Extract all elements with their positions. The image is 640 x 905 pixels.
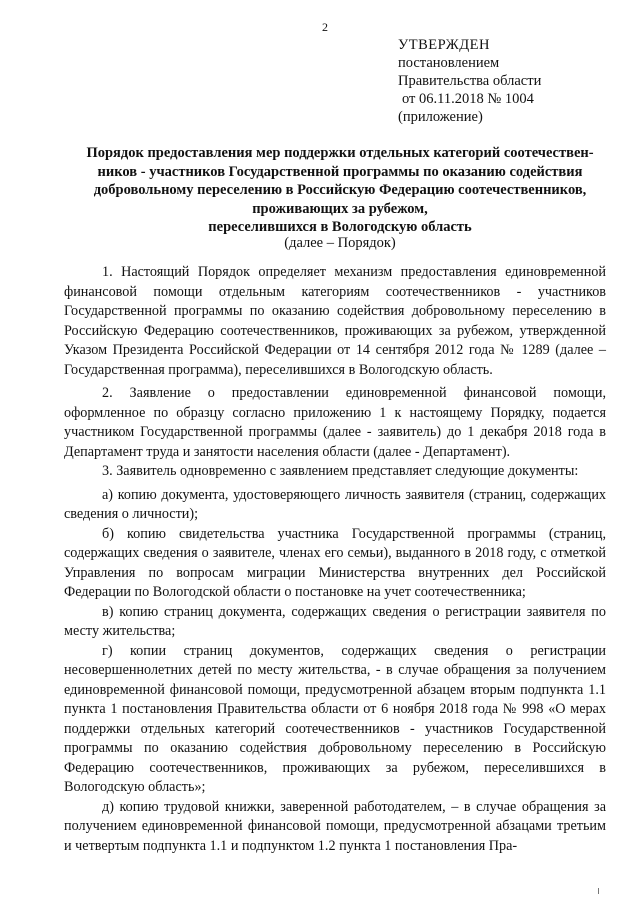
document-body [64,263,606,856]
paragraph: 3. Заявитель одновременно с заявлением представляет следующие документы: [102,463,579,479]
approval-line: Правительства области [398,73,542,89]
page-number: 2 [322,20,328,34]
paragraph: г) копии страниц документов, содержащих сведения о регистрации несовершеннолетних детей по месту жительства, - в случае обращения за получением единовременной финансовой помощи, предусмотренной абзацем вторым подпункта 1.1 пункта 1 постановления Правительства области от 6 ноября 2018 года № 998 «О мерах поддержки отдельных категорий соотечественников - участников Государственной программы по оказанию содействия добровольному переселению в Российскую Федерацию соотечественников, проживающих за рубежом, переселившихся в Вологодскую область»; [64,642,606,795]
title-line: проживающих за рубежом, [252,200,428,217]
approval-title: УТВЕРЖДЕН [398,37,490,53]
title-line: добровольному переселению в Российскую Федерацию соотечественников, [93,182,587,198]
paragraph: б) копию свидетельства участника Государственной программы (страниц, содержащих сведения о заявителе, членах его семьи), выданного в 2018 году, с отметкой Управления по вопросам миграции Министерства внутренних дел Российской Федерации по Вологодской области о постановке на учет соотечественника; [64,525,606,600]
paragraph: в) копию страниц документа, содержащих сведения о регистрации заявителя по месту жительства; [64,603,606,639]
approval-line: (приложение) [398,109,483,125]
document-subtitle: (далее – Порядок) [284,235,396,251]
paragraph: 2. Заявление о предоставлении единовременной финансовой помощи, оформленное по образцу согласно приложению 1 к настоящему Порядку, подается участником Государственной программы (далее - заявитель) до 1 декабря 2018 года в Департамент труда и занятости населения области (далее - Департамент). [64,385,606,460]
document-title [40,144,640,237]
paragraph: д) копию трудовой книжки, заверенной работодателем, – в случае обращения за получением единовременной финансовой помощи, предусмотренной абзацами третьим и четвертым подпункта 1.1 и подпунктом 1.2 пункта 1 постановления Пра- [64,798,606,854]
scan-artifact [598,888,599,894]
paragraph: а) копию документа, удостоверяющего личность заявителя (страниц, содержащих сведения о личности); [64,486,606,522]
approval-block [398,36,541,126]
paragraph: 1. Настоящий Порядок определяет механизм предоставления единовременной финансовой помощи отдельным категориям соотечественников - участников Государственной программы по оказанию содействия добровольному переселению в Российскую Федерацию соотечественников, проживающих за рубежом, утвержденной Указом Президента Российской Федерации от 14 сентября 2012 года № 1289 (далее – Государственная программа), переселившихся в Вологодскую область. [64,264,606,378]
approval-line: постановлением [398,55,500,71]
approval-line: от 06.11.2018 № 1004 [402,91,534,107]
title-line: ников - участников Государственной программы по оказанию содействия [97,163,583,180]
title-line: переселившихся в Вологодскую область [208,219,472,235]
title-line: Порядок предоставления мер поддержки отдельных категорий соотечествен- [86,145,594,161]
